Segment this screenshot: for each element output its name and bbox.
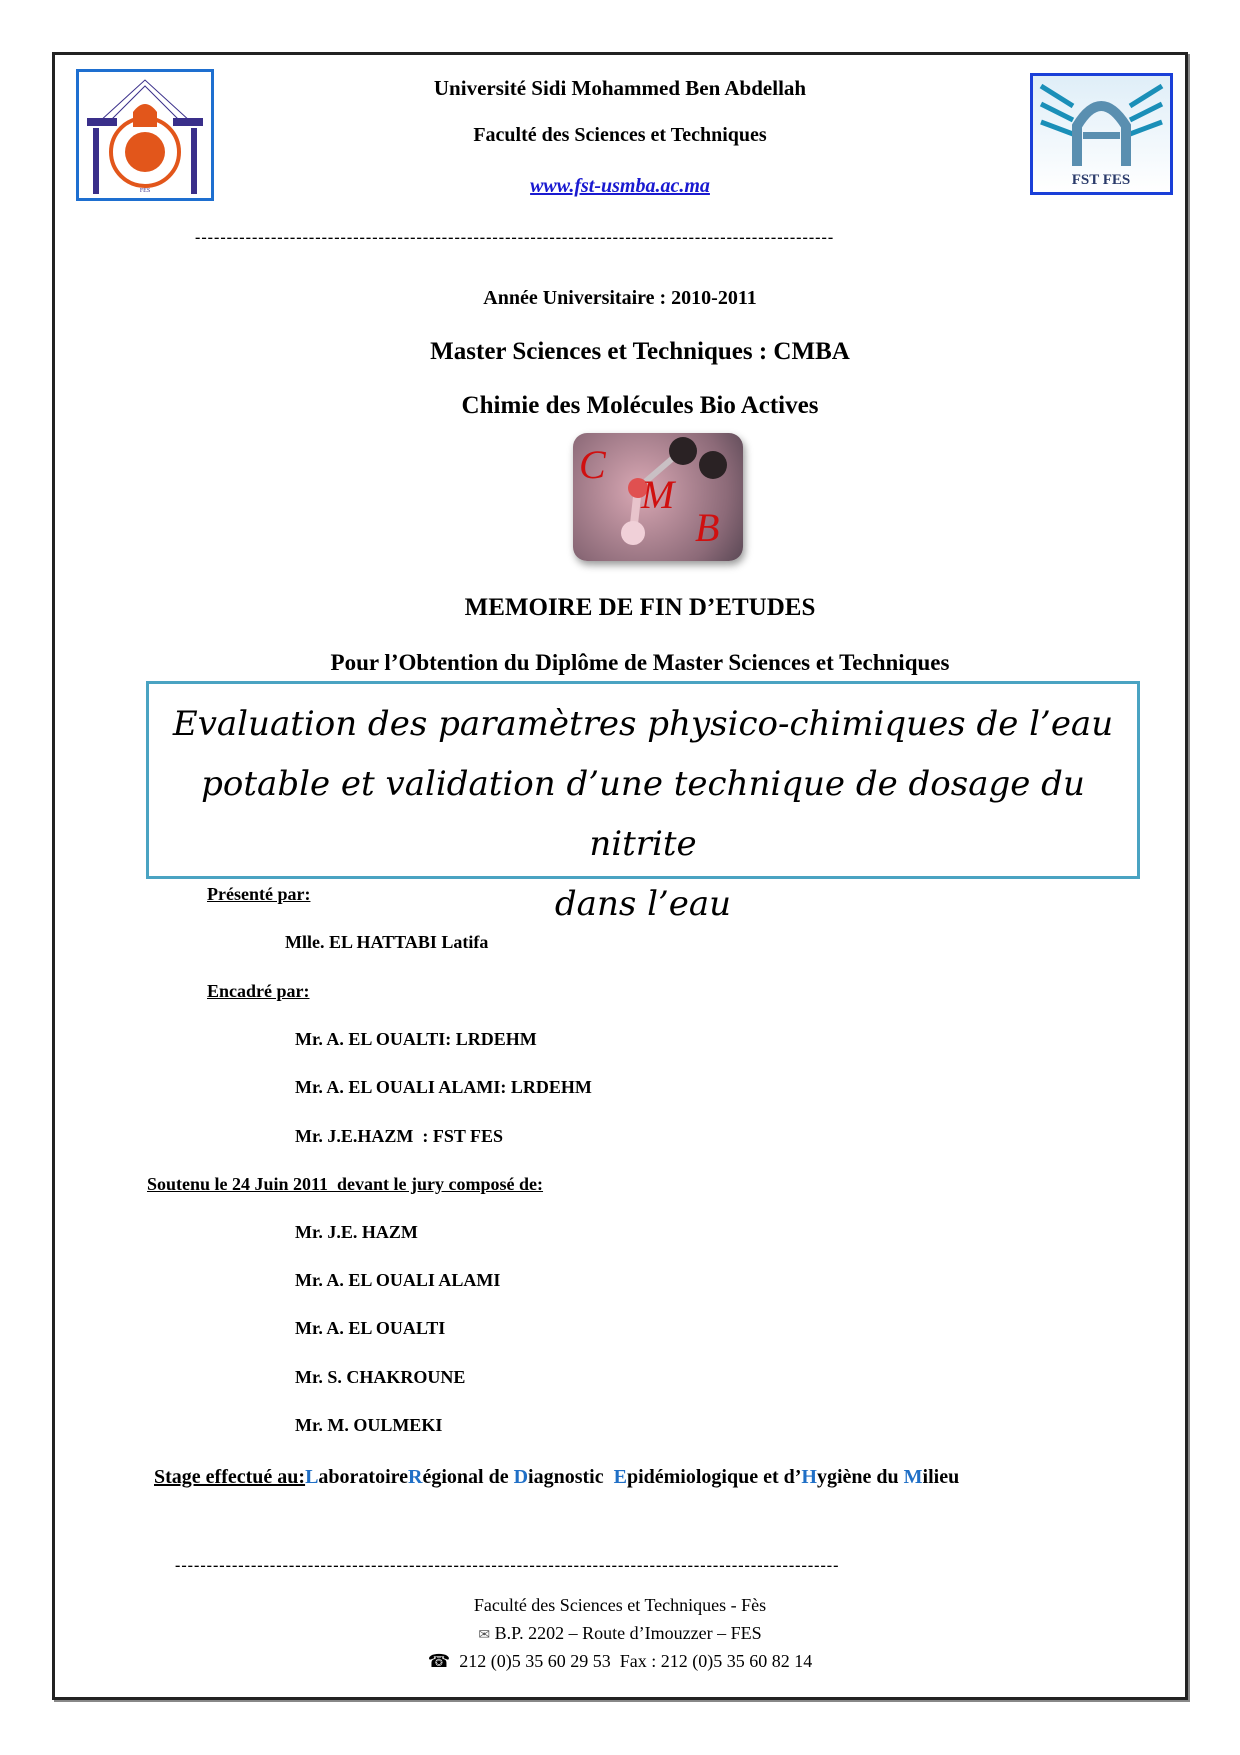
master-title: Master Sciences et Techniques : CMBA: [430, 338, 850, 365]
phone-icon: ☎: [427, 1651, 451, 1671]
left-logo-text: FES: [139, 188, 151, 194]
svg-text:B: B: [695, 505, 720, 550]
right-logo-text: FST FES: [1071, 172, 1131, 188]
defense-label: Soutenu le 24 Juin 2011 devant le jury composé de:: [147, 1174, 544, 1194]
title-line: Evaluation des paramètres physico-chimiques de l’eau: [172, 704, 1114, 744]
university-name: Université Sidi Mohammed Ben Abdellah: [433, 76, 807, 100]
jury-member: Mr. M. OULMEKI: [295, 1415, 443, 1435]
supervisor: Mr. A. EL OUALTI: LRDEHM: [295, 1029, 537, 1049]
svg-text:C: C: [579, 442, 606, 487]
jury-member: Mr. A. EL OUALI ALAMI: [295, 1270, 501, 1290]
footer-address-title: Faculté des Sciences et Techniques - Fès: [473, 1595, 767, 1615]
internship-label: Stage effectué au:: [154, 1466, 306, 1488]
mail-icon: ✉: [478, 1628, 491, 1643]
cmba-logo: [573, 433, 743, 561]
jury-member: Mr. S. CHAKROUNE: [295, 1367, 466, 1387]
footer-phone: ☎ 212 (0)5 35 60 29 53 Fax : 212 (0)5 35 60 82 14: [427, 1651, 813, 1671]
internship-location: Stage effectué au:LaboratoireRégional de Diagnostic Epidémiologique et d’Hygiène du Milieu: [154, 1466, 960, 1488]
supervised-label: Encadré par:: [207, 981, 310, 1001]
footer-separator: ---------------------------------------------------------------------------------------------------------: [175, 1558, 840, 1574]
specialty-title: Chimie des Molécules Bio Actives: [461, 392, 819, 419]
fst-fes-logo: [1030, 73, 1173, 195]
student-name: Mlle. EL HATTABI Latifa: [285, 932, 489, 952]
title-line: dans l’eau: [554, 884, 732, 924]
supervisor: Mr. J.E.HAZM : FST FES: [295, 1126, 504, 1146]
memoire-subheading: Pour l’Obtention du Diplôme de Master Sciences et Techniques: [330, 650, 950, 675]
header-separator: -----------------------------------------------------------------------------------------------------: [195, 230, 835, 246]
memoire-heading: MEMOIRE DE FIN D’ETUDES: [464, 594, 816, 621]
svg-text:M: M: [641, 472, 675, 517]
website-link[interactable]: www.fst-usmba.ac.ma: [530, 175, 710, 197]
supervisor: Mr. A. EL OUALI ALAMI: LRDEHM: [295, 1077, 592, 1097]
academic-year: Année Universitaire : 2010-2011: [483, 287, 757, 309]
jury-member: Mr. A. EL OUALTI: [295, 1318, 446, 1338]
title-line: potable et validation d’une technique de dosage du nitrite: [201, 764, 1085, 864]
faculty-name: Faculté des Sciences et Techniques: [473, 124, 767, 146]
footer-postal: ✉ B.P. 2202 – Route d’Imouzzer – FES: [478, 1623, 762, 1643]
jury-member: Mr. J.E. HAZM: [295, 1222, 418, 1242]
presented-label: Présenté par:: [207, 884, 311, 904]
